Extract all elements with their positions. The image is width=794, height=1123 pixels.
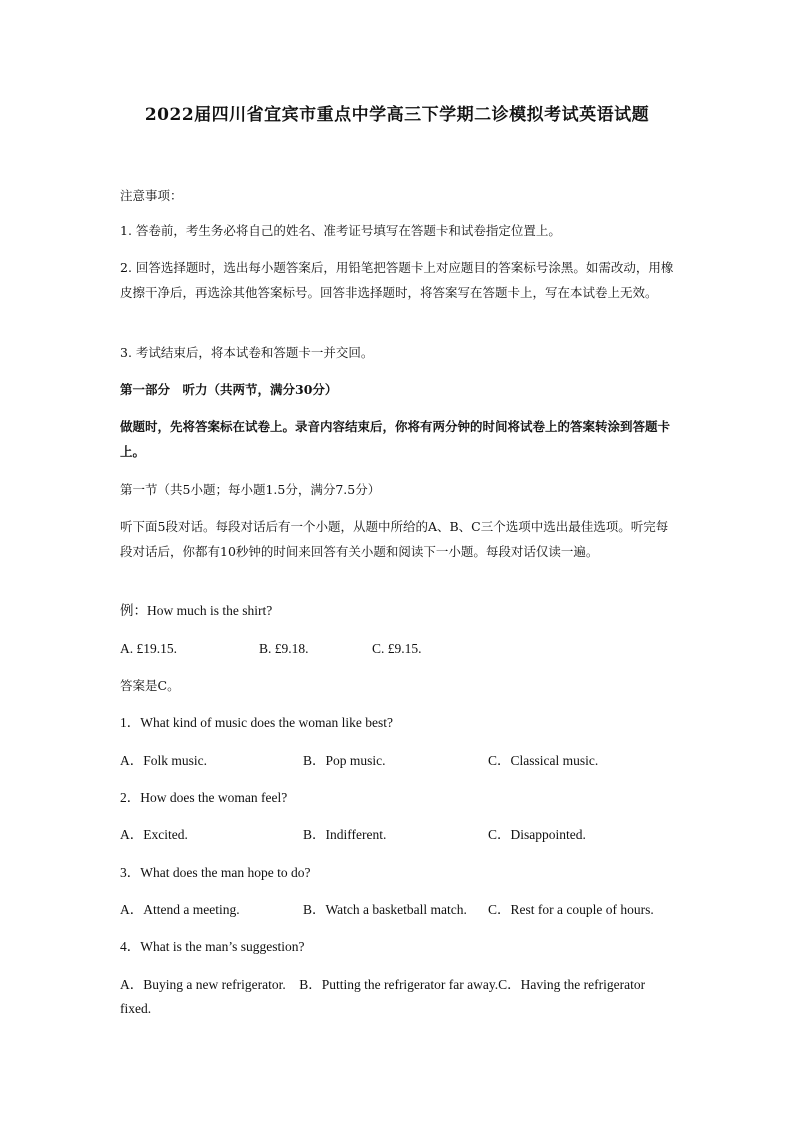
- option-b: B．Pop music.: [303, 753, 386, 768]
- page-title: 2022届四川省宜宾市重点中学高三下学期二诊模拟考试英语试题: [144, 105, 650, 125]
- part1-instruction: 做题时，先将答案标在试卷上。录音内容结束后，你将有两分钟的时间将试卷上的答案转涂到答题卡上。: [120, 419, 671, 459]
- example-options: [120, 636, 680, 661]
- question-3: 3．What does the man hope to do?: [120, 865, 311, 880]
- option-c: C. £9.15.: [372, 641, 422, 656]
- question-4: 4．What is the man’s suggestion?: [120, 939, 305, 954]
- question-2-options: [120, 822, 680, 847]
- option-a: A．Attend a meeting.: [120, 902, 240, 917]
- option-b: B．Watch a basketball match.: [303, 902, 467, 917]
- notice-item: 3. 考试结束后，将本试卷和答题卡一并交回。: [120, 345, 374, 360]
- option-a: A．Excited.: [120, 827, 188, 842]
- example-question: 例：How much is the shirt?: [120, 603, 273, 618]
- option-b: B. £9.18.: [259, 641, 309, 656]
- option-c: C．Classical music.: [488, 753, 599, 768]
- option-c: C．Rest for a couple of hours.: [488, 902, 654, 917]
- question-1: 1．What kind of music does the woman like best?: [120, 715, 393, 730]
- option-a: A．Folk music.: [120, 753, 208, 768]
- option-a: A. £19.15.: [120, 641, 177, 656]
- question-1-options: [120, 748, 680, 773]
- notice-item: 1. 答卷前，考生务必将自己的姓名、准考证号填写在答题卡和试卷指定位置上。: [120, 223, 561, 238]
- example-answer: 答案是C。: [120, 678, 180, 693]
- option-c: C．Disappointed.: [488, 827, 586, 842]
- question-4-options: A．Buying a new refrigerator. B．Putting the refrigerator far away.C．Having the refrigerator: [120, 977, 646, 992]
- notice-item: 2. 回答选择题时，选出每小题答案后，用铅笔把答题卡上对应题目的答案标号涂黑。如需改动，用橡皮擦干净后，再选涂其他答案标号。回答非选择题时，将答案写在答题卡上，写在本试卷上无效。: [120, 260, 674, 300]
- question-4-options-continued: fixed.: [120, 1001, 152, 1016]
- notice-heading: 注意事项：: [120, 188, 183, 203]
- question-2: 2．How does the woman feel?: [120, 790, 288, 805]
- section1-heading: 第一节（共5小题；每小题1.5分，满分7.5分）: [120, 482, 381, 497]
- section1-instruction: 听下面5段对话。每段对话后有一个小题，从题中所给的A、B、C三个选项中选出最佳选项。听完每段对话后，你都有10秒钟的时间来回答有关小题和阅读下一小题。每段对话仅读一遍。: [120, 519, 669, 559]
- part1-heading: 第一部分 听力（共两节，满分30分）: [120, 382, 338, 397]
- option-b: B．Indifferent.: [303, 827, 387, 842]
- question-3-options: [120, 897, 680, 922]
